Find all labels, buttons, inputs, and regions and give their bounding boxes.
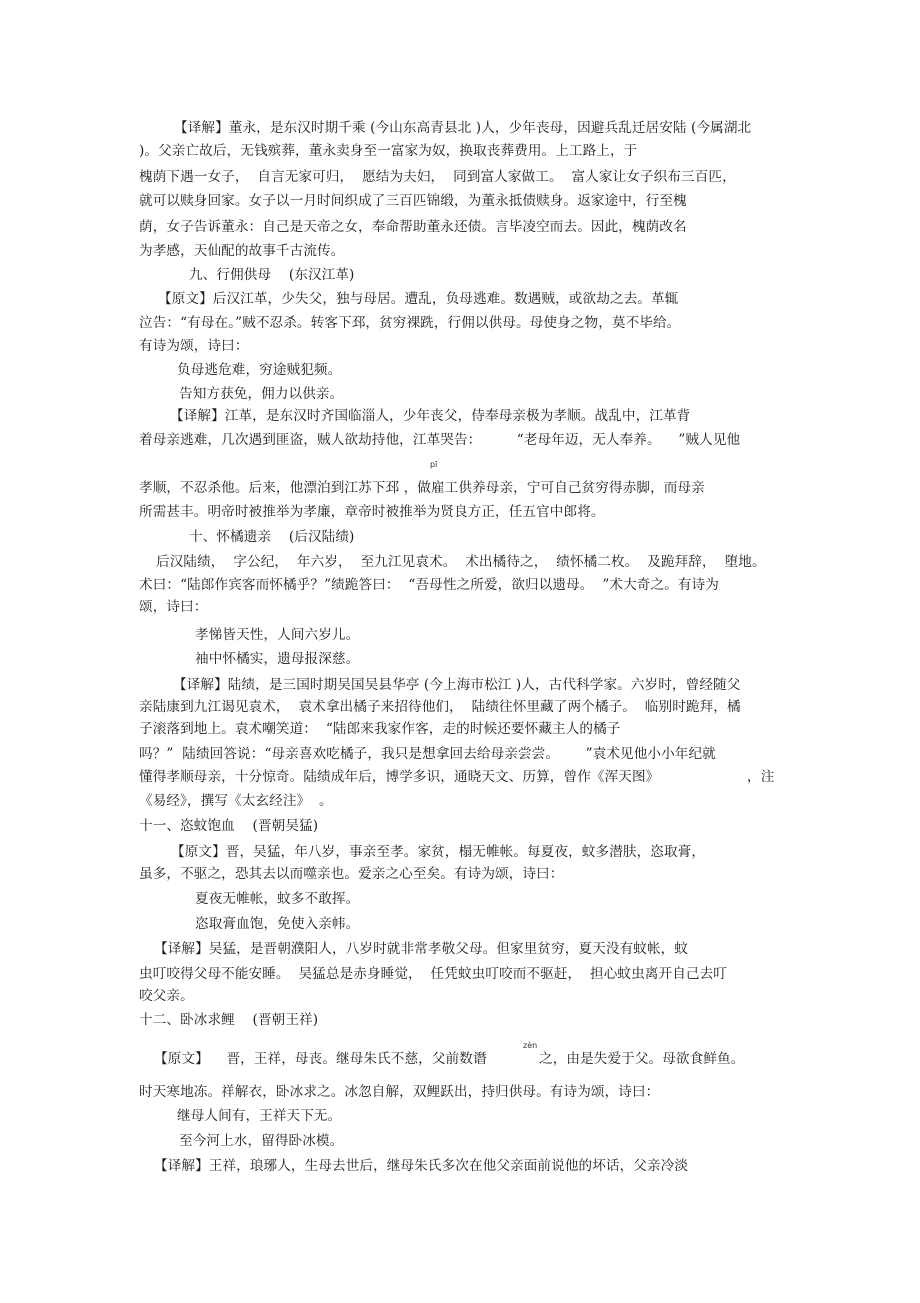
poem-line: 至今河上水，留得卧冰模。	[179, 1133, 344, 1149]
text-line: 泣告：“有母在。”贼不忍杀。转客下邳，贫穷裸跣，行佣以供母。母使身之物，莫不毕给。	[139, 315, 681, 331]
text-line: 【译解】陆绩，是三国时期吴国吴县华亭 (今上海市松江 )人，古代科学家。六岁时，曾经随父	[173, 677, 741, 693]
text-line: 【译解】吴猛，是晋朝濮阳人，八岁时就非常孝敬父母。但家里贫穷，夏天没有蚊帐，蚊	[154, 941, 689, 957]
poem-line: 告知方获免，佣力以供亲。	[179, 386, 344, 402]
text-line: 【译解】董永，是东汉时期千乘 (今山东高青县北 )人，少年丧母，因避兵乱迁居安陆 (今属湖北	[174, 120, 752, 136]
text-line: 荫，女子告诉董永：自己是天帝之女，奉命帮助董永还债。言毕凌空而去。因此，槐荫改名	[139, 219, 687, 235]
text-line: 【原文】晋，吴猛，年八岁，事亲至孝。家贫，榻无帷帐。每夏夜，蚊多潜肤，恣取膏，	[171, 844, 706, 860]
text-line: 槐荫下遇一女子， 自言无家可归， 愿结为夫妇， 同到富人家做工。 富人家让女子织布三百匹，	[139, 169, 736, 185]
text-line: 孝顺，不忍杀他。后来，他漂泊到江苏下邳 ，做雇工供养母亲，宁可自己贫穷得赤脚，而母亲	[139, 480, 705, 496]
section-heading: 九、行佣供母 (东汉江革)	[189, 267, 355, 283]
text-line: 就可以赎身回家。女子以一月时间织成了三百匹锦缎，为董永抵债赎身。返家途中，行至槐	[139, 193, 687, 209]
text-line: 【原文】后汉江革，少失父，独与母居。遭乱，负母逃难。数遇贼，或欲劫之去。革辄	[158, 291, 679, 307]
pinyin-annotation: pī	[430, 460, 438, 469]
text-line: 咬父亲。	[139, 988, 194, 1004]
text-line: 颂，诗曰：	[139, 599, 208, 615]
text-line: 着母亲逃难，几次遇到匪盗，贼人欲劫持他，江革哭告： “老母年迈，无人奉养。 ”贼人见他	[139, 432, 741, 448]
text-line: 【译解】江革，是东汉时齐国临淄人，少年丧父，侍奉母亲极为孝顺。战乱中，江革背	[170, 408, 691, 424]
text-line: 时天寒地冻。祥解衣，卧冰求之。冰忽自解，双鲤跃出，持归供母。有诗为颂，诗曰：	[139, 1084, 660, 1100]
poem-line: 继母人间有，王祥天下无。	[177, 1108, 342, 1124]
poem-line: 袖中怀橘实，遗母报深慈。	[195, 651, 360, 667]
text-line: )。父亲亡故后，无钱殡葬，董永卖身至一富家为奴，换取丧葬费用。上工路上，于	[139, 143, 638, 159]
text-line: 为孝感，天仙配的故事千古流传。	[139, 243, 345, 259]
pinyin-annotation: zèn	[523, 1041, 538, 1050]
text-line: 【译解】王祥，琅琊人，生母去世后，继母朱氏多次在他父亲面前说他的坏话，父亲冷淡	[154, 1158, 689, 1174]
text-line: 之，由是失爱于父。母欲食鲜鱼。	[539, 1051, 745, 1067]
text-line: 《易经》，撰写《太玄经注》 。	[139, 793, 333, 809]
text-line: 虽多，不驱之，恐其去以而噬亲也。爱亲之心至矣。有诗为颂，诗曰：	[139, 866, 564, 882]
section-heading: 十二、卧冰求鲤 (晋朝王祥)	[139, 1012, 319, 1028]
section-heading: 十、怀橘遗亲 (后汉陆绩)	[189, 529, 355, 545]
poem-line: 孝悌皆天性，人间六岁儿。	[195, 627, 360, 643]
text-line: 吗？” 陆绩回答说：“母亲喜欢吃橘子，我只是想拿回去给母亲尝尝。 ”袁术见他小小年纪就	[139, 746, 716, 762]
text-line: 所需甚丰。明帝时被推举为孝廉，章帝时被推举为贤良方正，任五官中郎将。	[139, 504, 605, 520]
text-line: 后汉陆绩， 字公纪， 年六岁， 至九江见袁术。 术出橘待之， 绩怀橘二枚。 及跪拜辞， 堕地。	[156, 554, 766, 570]
poem-line: 负母逃危难，穷途贼犯频。	[177, 362, 342, 378]
text-line: ，注	[747, 769, 775, 785]
section-heading: 十一、恣蚊饱血 (晋朝吴猛)	[139, 818, 319, 834]
text-line: 亲陆康到九江谒见袁术， 袁术拿出橘子来招待他们， 陆绩往怀里藏了两个橘子。 临别时跪拜，橘	[139, 699, 741, 715]
text-line: 有诗为颂，诗曰：	[139, 338, 249, 354]
text-line: 子滚落到地上。袁术嘲笑道： “陆郎来我家作客，走的时候还要怀藏主人的橘子	[139, 721, 621, 737]
text-line: 术曰：“陆郎作宾客而怀橘乎？”绩跪答曰： “吾母性之所爱，欲归以遗母。 ”术大奇之。有诗为	[139, 577, 719, 593]
text-line: 虫叮咬得父母不能安睡。 吴猛总是赤身睡觉， 任凭蚊虫叮咬而不驱赶， 担心蚊虫离开自己去叮	[139, 966, 727, 982]
poem-line: 夏夜无帷帐，蚊多不敢挥。	[195, 891, 360, 907]
text-line: 【原文】 晋，王祥，母丧。继母朱氏不慈，父前数谮	[154, 1051, 487, 1067]
text-line: 懂得孝顺母亲，十分惊奇。陆绩成年后，博学多识，通晓天文、历算，曾作《浑天图》	[139, 769, 660, 785]
poem-line: 恣取膏血饱，免使入亲帏。	[195, 916, 360, 932]
